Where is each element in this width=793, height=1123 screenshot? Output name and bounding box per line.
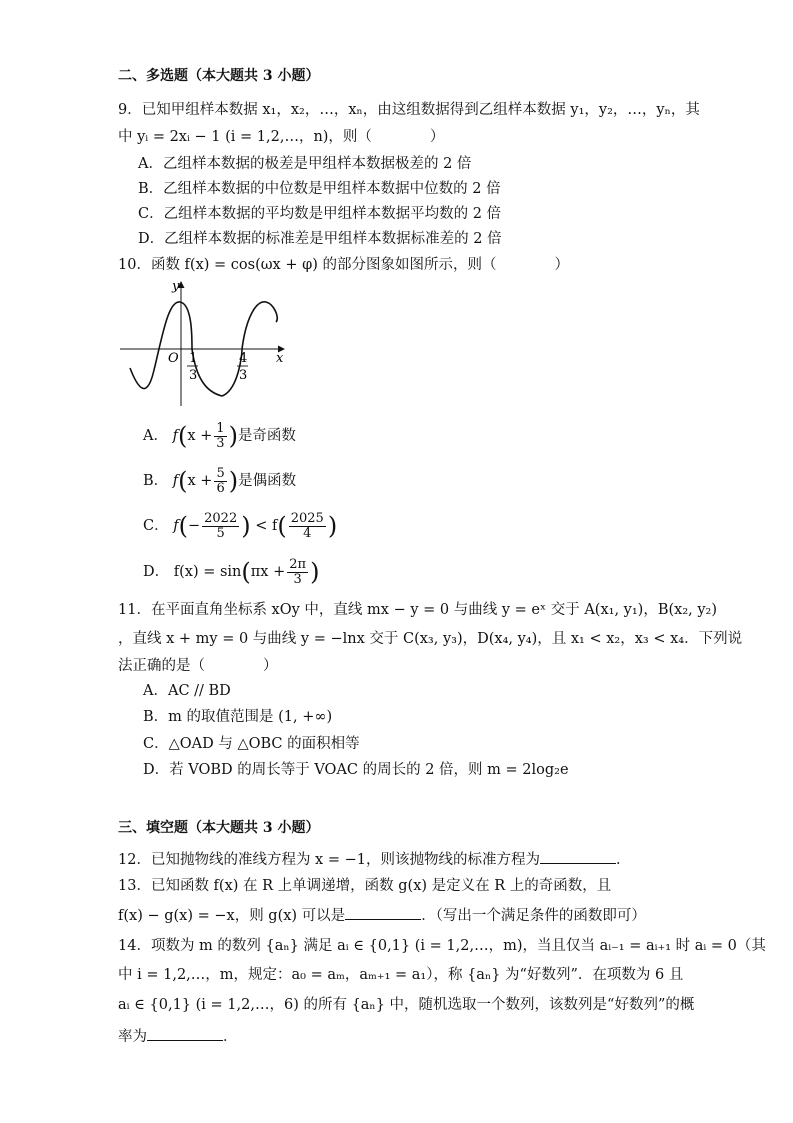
tick-1-3-denominator: 3	[189, 368, 198, 383]
numerator: 2π	[289, 556, 307, 572]
q10-option-d: D． f(x) = sin(πx + $\frac{2\pi}{3}$ )	[143, 556, 320, 587]
tick-4-3-denominator: 3	[239, 368, 248, 383]
function-name: f	[172, 473, 179, 489]
denominator: 5	[216, 525, 225, 541]
answer-blank[interactable]	[147, 1026, 223, 1041]
y-axis-label: y	[172, 279, 180, 294]
q11-stem-line1: 11．在平面直角坐标系 xOy 中，直线 mx − y = 0 与曲线 y = eˣ 交于 A(x₁, y₁)，B(x₂, y₂)	[118, 602, 718, 618]
q9-stem-line1: 9．已知甲组样本数据 x₁，x₂，…，xₙ，由这组数据得到乙组样本数据 y₁，y₂，…，yₙ，其	[118, 102, 700, 118]
q14-stem-line2: 中 i = 1,2,…，m，规定：a₀ = aₘ，aₘ₊₁ = a₁），称 {aₙ} 为“好数列”．在项数为 6 且	[118, 967, 684, 983]
expression: x +	[187, 428, 213, 444]
q9-option-a: A．乙组样本数据的极差是甲组样本数据极差的 2 倍	[138, 156, 472, 172]
tick-1-3-numerator: 1	[189, 351, 198, 366]
fraction	[214, 467, 226, 496]
q14-stem-line1: 14．项数为 m 的数列 {aₙ} 满足 aᵢ ∈ {0,1} (i = 1,2,…，m)，当且仅当 aᵢ₋₁ = aᵢ₊₁ 时 aᵢ = 0（其	[118, 938, 766, 954]
q9-stem-line2: 中 yᵢ = 2xᵢ − 1 (i = 1,2,…，n)，则（ ）	[118, 129, 445, 145]
answer-blank[interactable]	[540, 849, 616, 864]
x-axis-label: x	[276, 351, 284, 366]
denominator: 3	[216, 435, 225, 451]
expression: x +	[187, 473, 213, 489]
denominator: 4	[303, 525, 312, 541]
numerator: 2025	[290, 510, 324, 526]
q9-option-d: D．乙组样本数据的标准差是甲组样本数据标准差的 2 倍	[138, 231, 502, 247]
denominator: 6	[216, 480, 225, 496]
section-title-fill-in: 三、填空题（本大题共 3 小题）	[118, 820, 320, 836]
q10-option-b: B． f(x + $\frac{5}{6}$ )是偶函数	[143, 465, 297, 496]
fraction	[214, 422, 226, 451]
option-text: 是偶函数	[238, 473, 297, 489]
option-letter: D．	[143, 564, 170, 580]
q10-stem: 10．函数 f(x) = cos(ωx + φ) 的部分图象如图所示，则（ ）	[118, 257, 570, 273]
q10-option-a: A． f(x + $\frac{1}{3}$ )是奇函数	[143, 420, 296, 451]
q10-option-c: C． f(− $\frac{2022}{5}$ ) < f( $\frac{2025}{4}$ )	[143, 510, 338, 541]
option-letter: B．	[143, 473, 169, 489]
tick-4-3-numerator: 4	[239, 351, 248, 366]
option-text: 是奇函数	[237, 428, 296, 444]
numerator: 1	[216, 420, 225, 436]
denominator: 3	[293, 571, 302, 587]
section-title-multiple-choice: 二、多选题（本大题共 3 小题）	[118, 68, 320, 84]
fraction	[287, 558, 308, 587]
answer-blank[interactable]	[345, 905, 421, 920]
numerator: 2022	[204, 510, 238, 526]
function-name: f	[173, 518, 179, 534]
q11-option-b: B．m 的取值范围是 (1, +∞)	[143, 709, 333, 725]
q13-stem-line2	[118, 905, 646, 926]
q12-text: 12．已知抛物线的准线方程为 x = −1，则该抛物线的标准方程为	[118, 852, 540, 868]
origin-label: O	[168, 351, 179, 366]
q12-stem	[118, 849, 630, 870]
option-letter: C．	[143, 518, 169, 534]
fraction	[202, 512, 239, 541]
option-letter: A．	[143, 428, 168, 444]
numerator: 5	[216, 465, 225, 481]
q14-text: 率为	[118, 1029, 147, 1045]
expression: πx +	[250, 564, 286, 580]
q11-option-c: C．△OAD 与 △OBC 的面积相等	[143, 736, 360, 752]
q13-text: f(x) − g(x) = −x，则 g(x) 可以是	[118, 908, 346, 924]
q13-stem-line1: 13．已知函数 f(x) 在 R 上单调递增，函数 g(x) 是定义在 R 上的奇函数，且	[118, 878, 612, 894]
q13-end: ．（写出一个满足条件的函数即可）	[421, 908, 646, 924]
q14-end: ．	[223, 1029, 238, 1045]
fraction	[289, 512, 326, 541]
q14-stem-line3: aᵢ ∈ {0,1} (i = 1,2,…，6) 的所有 {aₙ} 中，随机选取一个数列，该数列是“好数列”的概	[118, 997, 695, 1013]
q12-end: ．	[615, 852, 631, 868]
q11-stem-line3: 法正确的是（ ）	[118, 658, 278, 674]
q10-cosine-graph	[118, 278, 290, 410]
q11-option-d: D．若 VOBD 的周长等于 VOAC 的周长的 2 倍，则 m = 2log₂e	[143, 762, 569, 778]
expression: f(x) = sin	[173, 564, 242, 580]
function-name: f	[172, 428, 178, 444]
q11-option-a: A．AC // BD	[143, 683, 231, 699]
minus-sign: −	[187, 518, 201, 534]
q11-stem-line2: ，直线 x + my = 0 与曲线 y = −lnx 交于 C(x₃, y₃)，D(x₄, y₄)，且 x₁ < x₂，x₃ < x₄．下列说	[118, 631, 743, 647]
q14-stem-line4	[118, 1026, 238, 1047]
comparison: < f	[255, 518, 278, 534]
q9-option-c: C．乙组样本数据的平均数是甲组样本数据平均数的 2 倍	[138, 206, 502, 222]
q9-option-b: B．乙组样本数据的中位数是甲组样本数据中位数的 2 倍	[138, 181, 501, 197]
